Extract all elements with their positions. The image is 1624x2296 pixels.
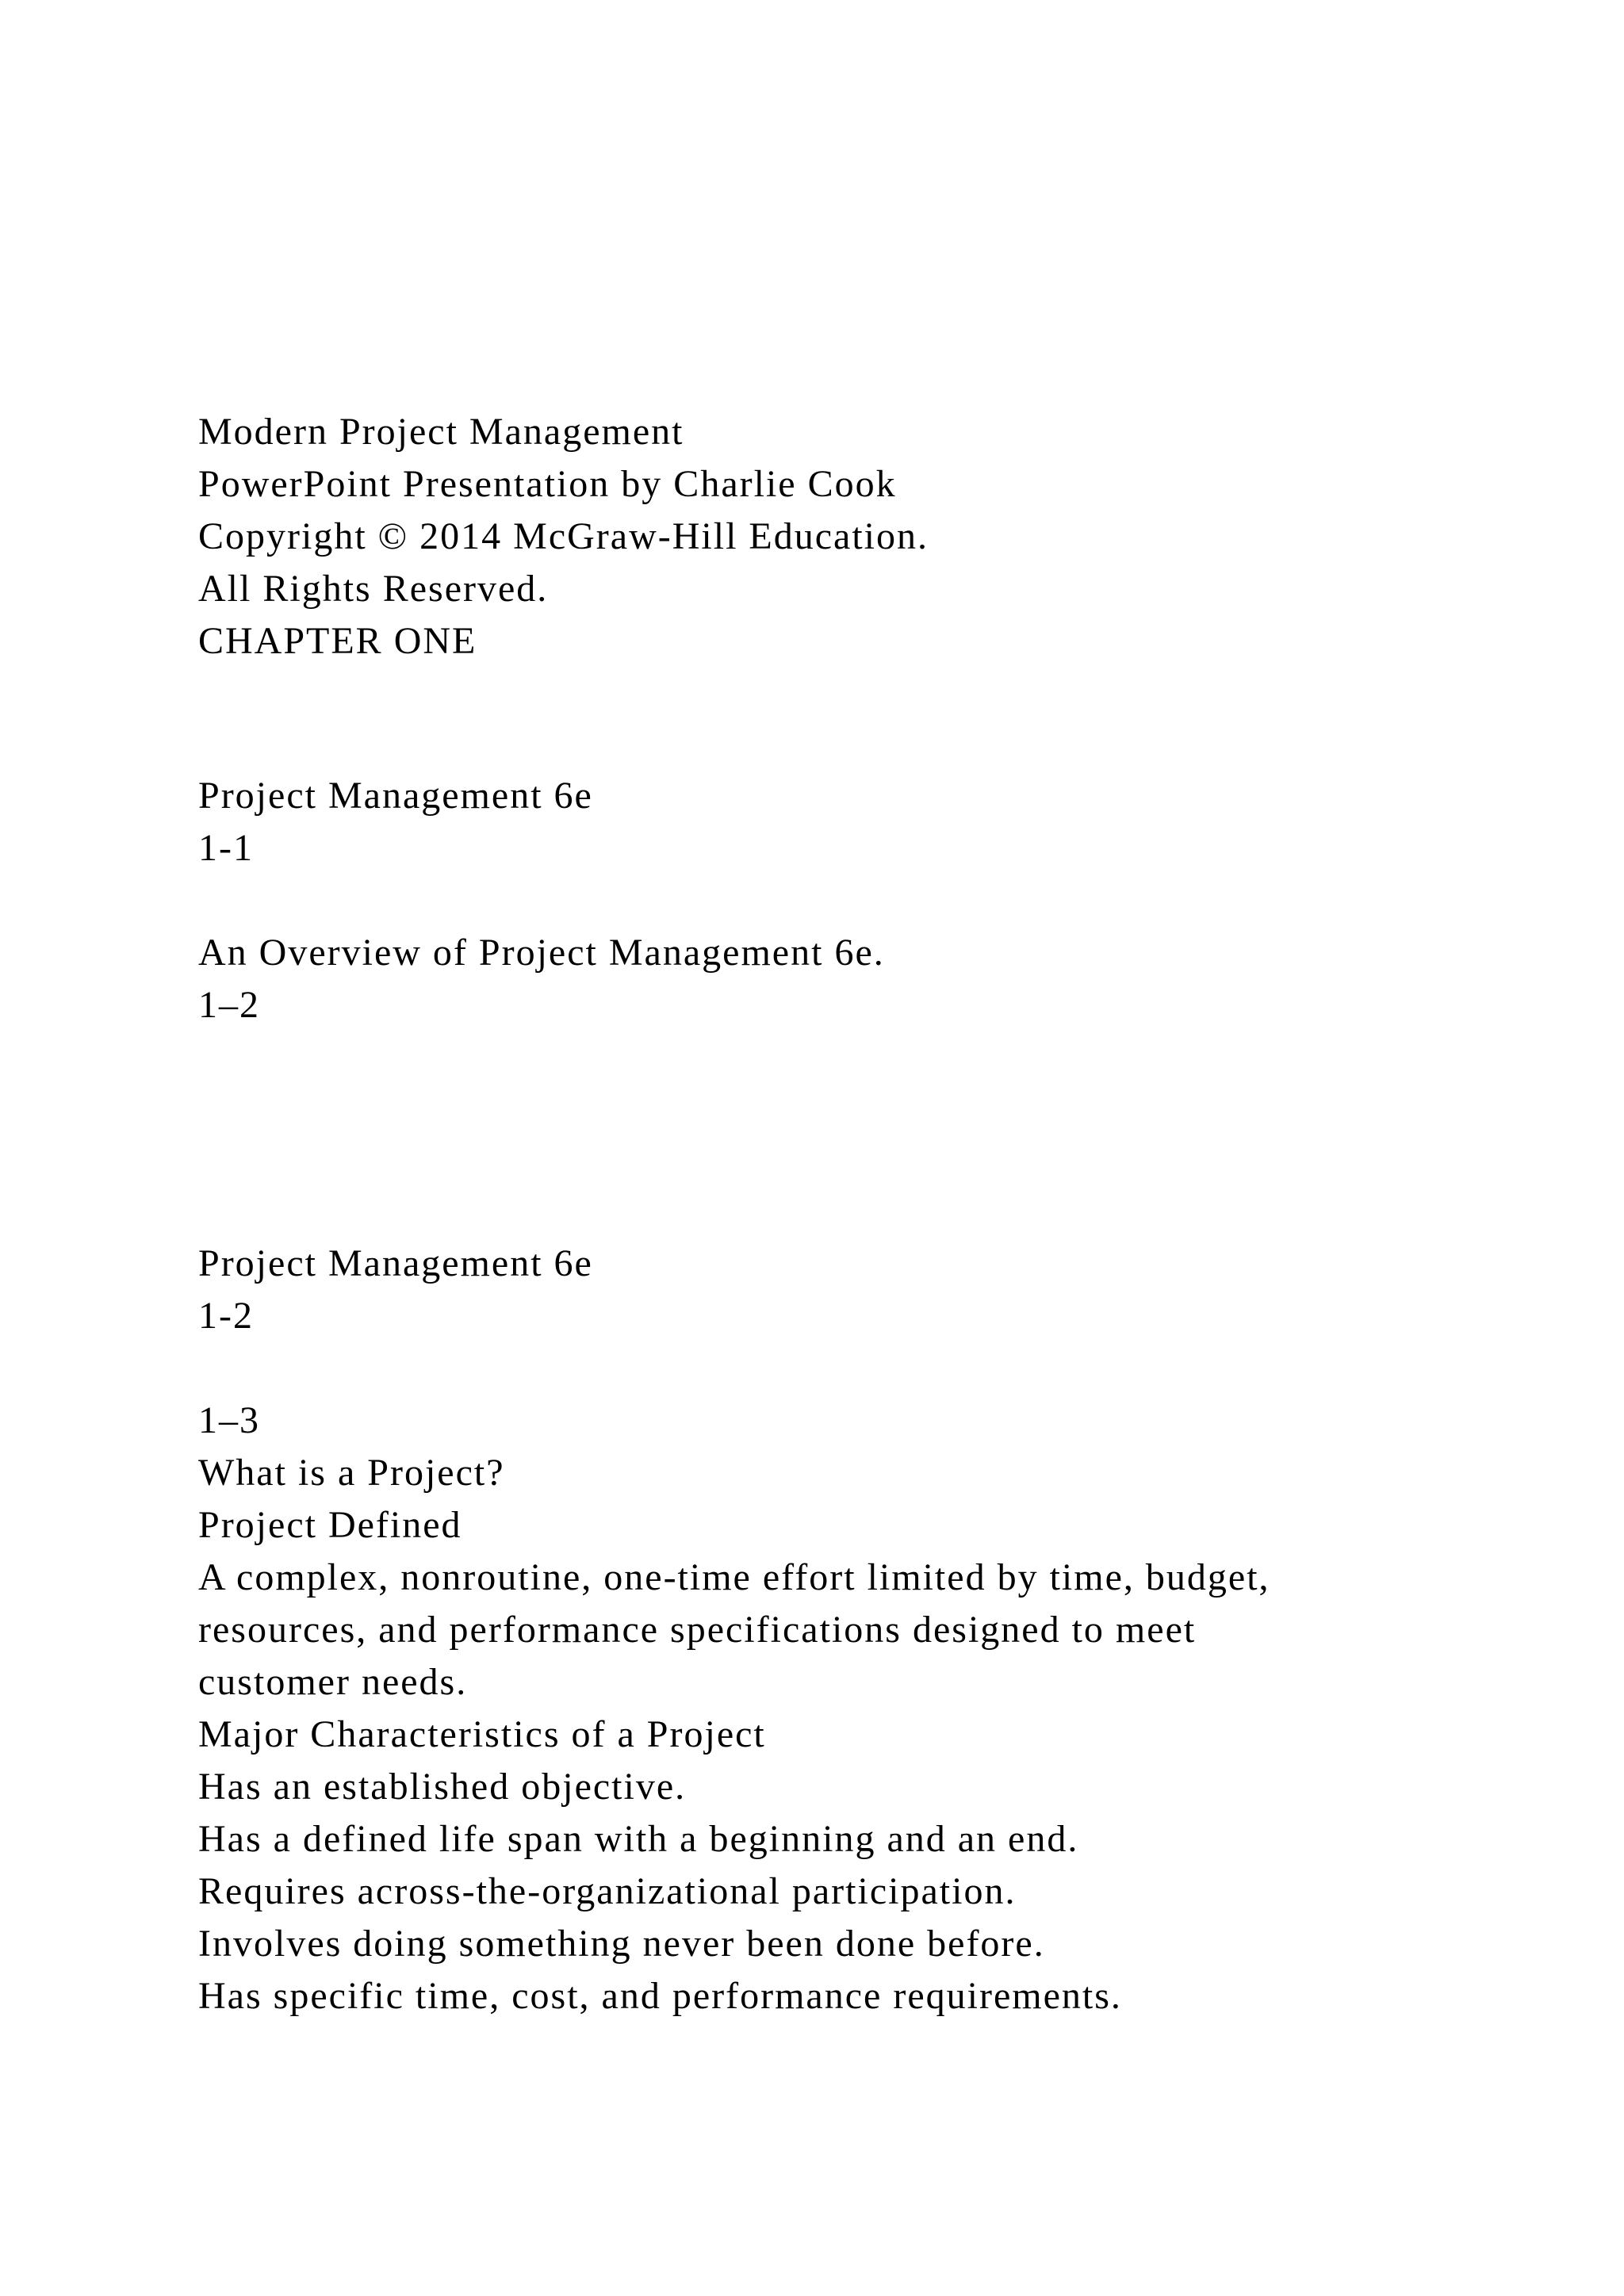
rights-line: All Rights Reserved. xyxy=(198,568,549,610)
slide-4-number: 1–3 xyxy=(198,1399,260,1441)
characteristic-item: Involves doing something never been done before. xyxy=(198,1923,1045,1965)
slide-3-section xyxy=(198,1238,1546,1342)
slide-1-section xyxy=(198,770,1546,874)
definition-line: customer needs. xyxy=(198,1661,468,1703)
presentation-credit: PowerPoint Presentation by Charlie Cook xyxy=(198,463,897,505)
characteristics-heading: Major Characteristics of a Project xyxy=(198,1713,766,1755)
characteristic-item: Requires across-the-organizational participation. xyxy=(198,1870,1017,1912)
slide-2-title: An Overview of Project Management 6e. xyxy=(198,932,885,974)
slide-4-subheading: Project Defined xyxy=(198,1504,462,1546)
slide-4-title: What is a Project? xyxy=(198,1452,505,1494)
slide-1-heading: Project Management 6e xyxy=(198,775,593,817)
title-block xyxy=(198,406,1546,668)
characteristic-item: Has an established objective. xyxy=(198,1766,687,1808)
slide-2-section xyxy=(198,927,1546,1031)
characteristic-item: Has specific time, cost, and performance requirements. xyxy=(198,1975,1122,2017)
characteristic-item: Has a defined life span with a beginning and an end. xyxy=(198,1818,1079,1860)
book-title: Modern Project Management xyxy=(198,411,684,453)
slide-4-section xyxy=(198,1395,1546,2022)
definition-line: resources, and performance specifications designed to meet xyxy=(198,1609,1197,1651)
copyright-line: Copyright © 2014 McGraw-Hill Education. xyxy=(198,515,929,557)
definition-line: A complex, nonroutine, one-time effort limited by time, budget, xyxy=(198,1556,1270,1598)
slide-3-number: 1-2 xyxy=(198,1295,254,1337)
slide-2-number: 1–2 xyxy=(198,984,260,1026)
slide-3-heading: Project Management 6e xyxy=(198,1242,593,1284)
slide-1-number: 1-1 xyxy=(198,827,254,869)
chapter-label: CHAPTER ONE xyxy=(198,620,477,662)
